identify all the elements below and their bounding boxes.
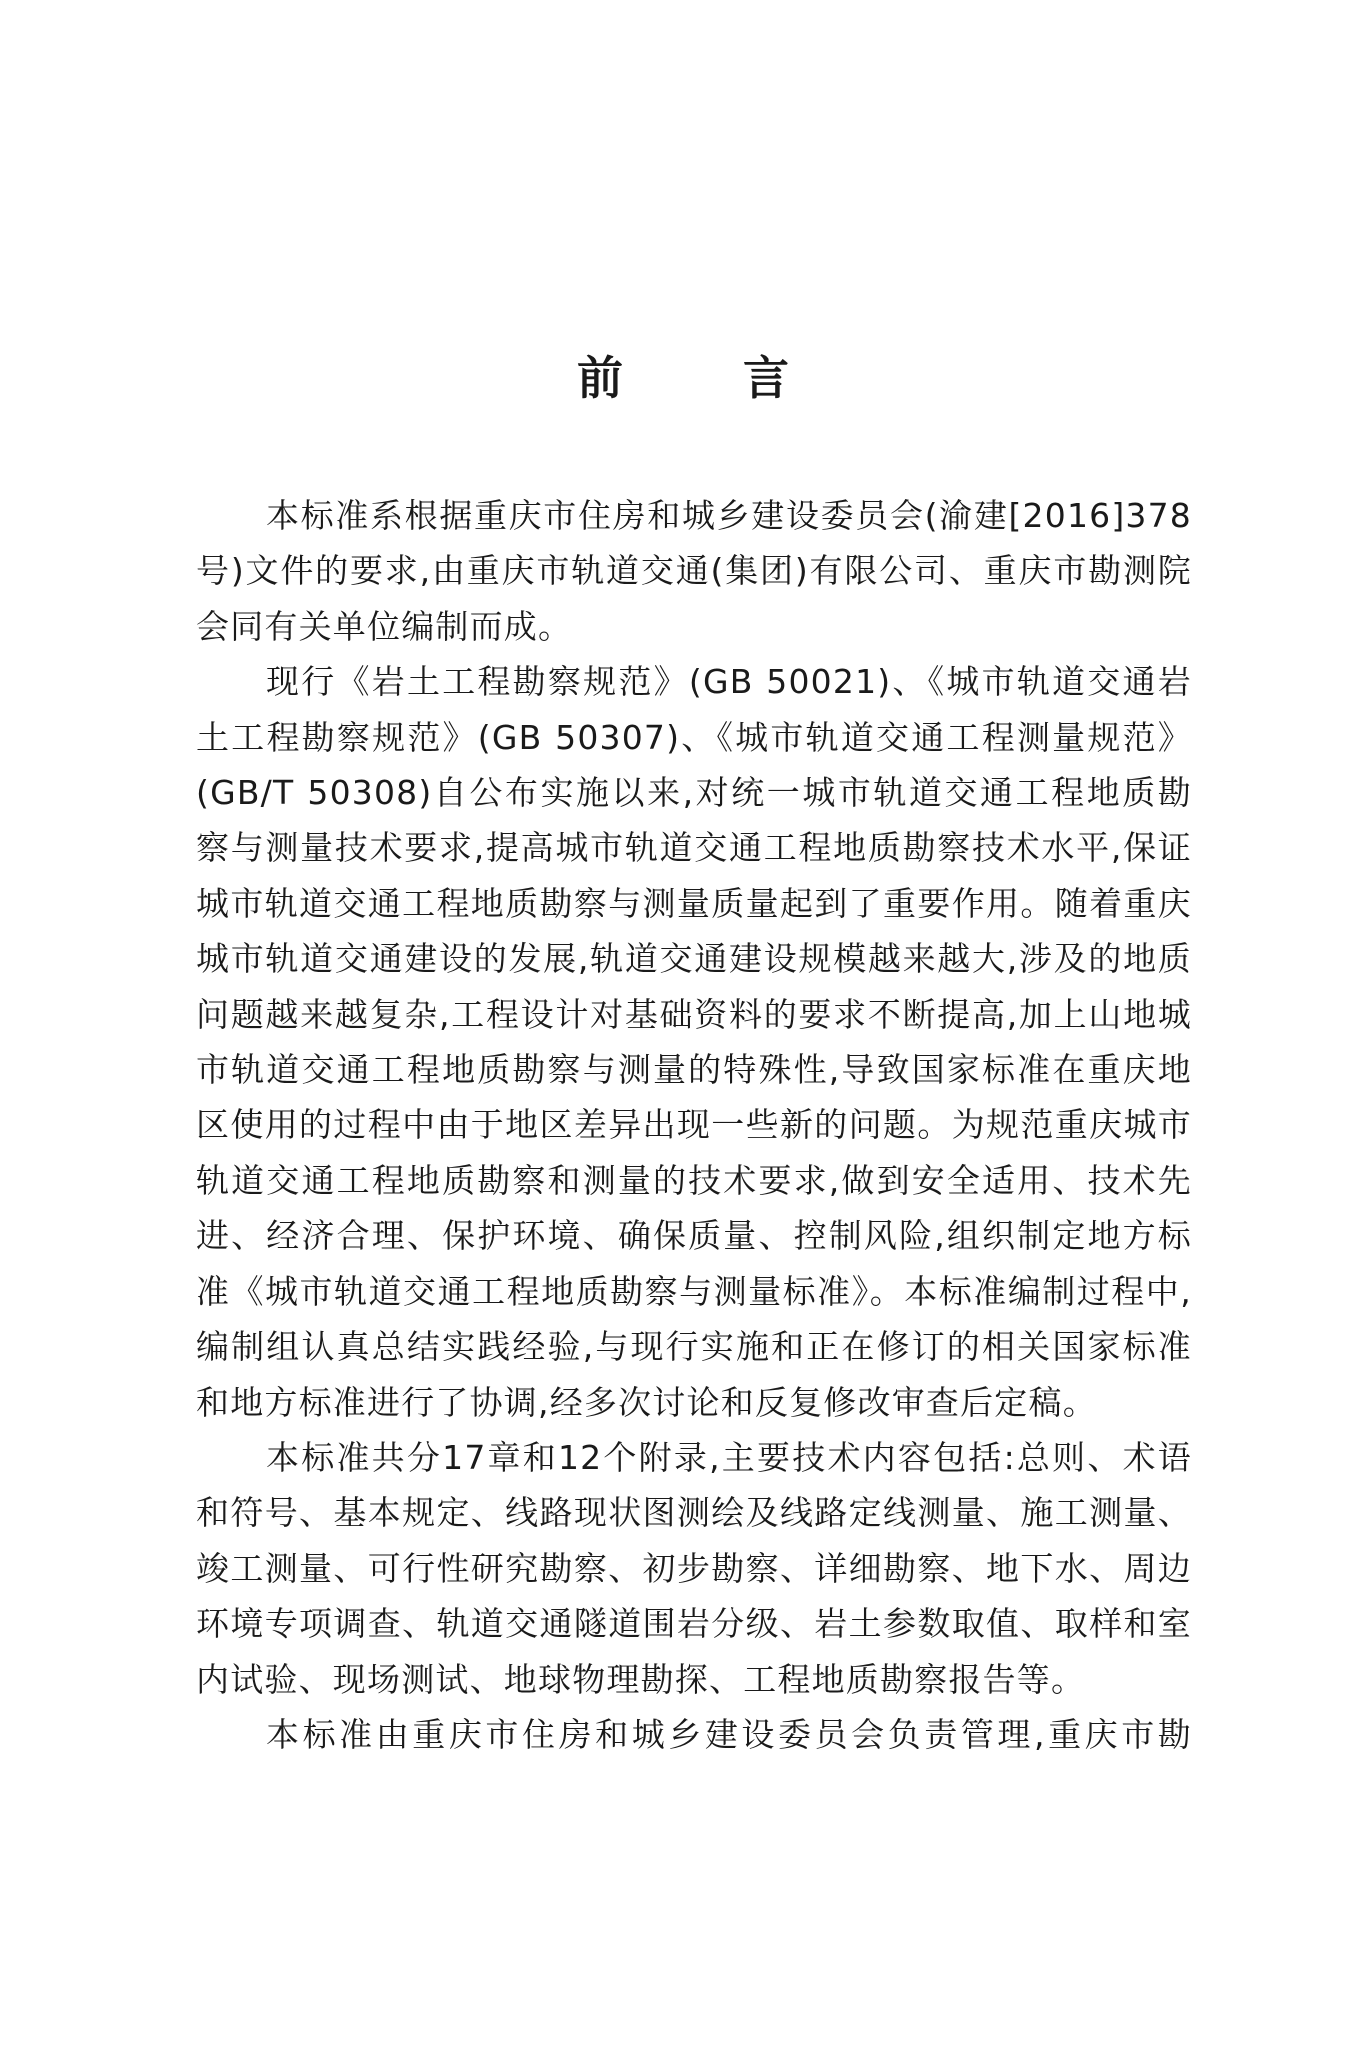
paragraph-2: 现行《岩土工程勘察规范》(GB 50021)、《城市轨道交通岩土工程勘察规范》(GB 50307)、《城市轨道交通工程测量规范》(GB/T 50308)自公布实施以来,对统一城市轨道交通工程地质勘察与测量技术要求,提高城市轨道交通工程地质勘察技术水平,保证城市轨道交通工程地质勘察与测量质量起到了重要作用。随着重庆城市轨道交通建设的发展,轨道交通建设规模越来越大,涉及的地质问题越来越复杂,工程设计对基础资料的要求不断提高,加上山地城市轨道交通工程地质勘察与测量的特殊性,导致国家标准在重庆地区使用的过程中由于地区差异出现一些新的问题。为规范重庆城市轨道交通工程地质勘察和测量的技术要求,做到安全适用、技术先进、经济合理、保护环境、确保质量、控制风险,组织制定地方标准《城市轨道交通工程地质勘察与测量标准》。本标准编制过程中,编制组认真总结实践经验,与现行实施和正在修订的相关国家标准和地方标准进行了协调,经多次讨论和反复修改审查后定稿。 — [196, 662, 1192, 1422]
paragraph-3: 本标准共分17章和12个附录,主要技术内容包括:总则、术语和符号、基本规定、线路现状图测绘及线路定线测量、施工测量、竣工测量、可行性研究勘察、初步勘察、详细勘察、地下水、周边环境专项调查、轨道交通隧道围岩分级、岩土参数取值、取样和室内试验、现场测试、地球物理勘探、工程地质勘察报告等。 — [196, 1437, 1192, 1699]
page-title: 前 言 — [576, 351, 841, 405]
paragraph-1: 本标准系根据重庆市住房和城乡建设委员会(渝建[2016]378号)文件的要求,由重庆市轨道交通(集团)有限公司、重庆市勘测院会同有关单位编制而成。 — [196, 496, 1192, 646]
paragraph-4: 本标准由重庆市住房和城乡建设委员会负责管理,重庆市勘 — [266, 1714, 1192, 1754]
preface-body — [196, 488, 1192, 1762]
